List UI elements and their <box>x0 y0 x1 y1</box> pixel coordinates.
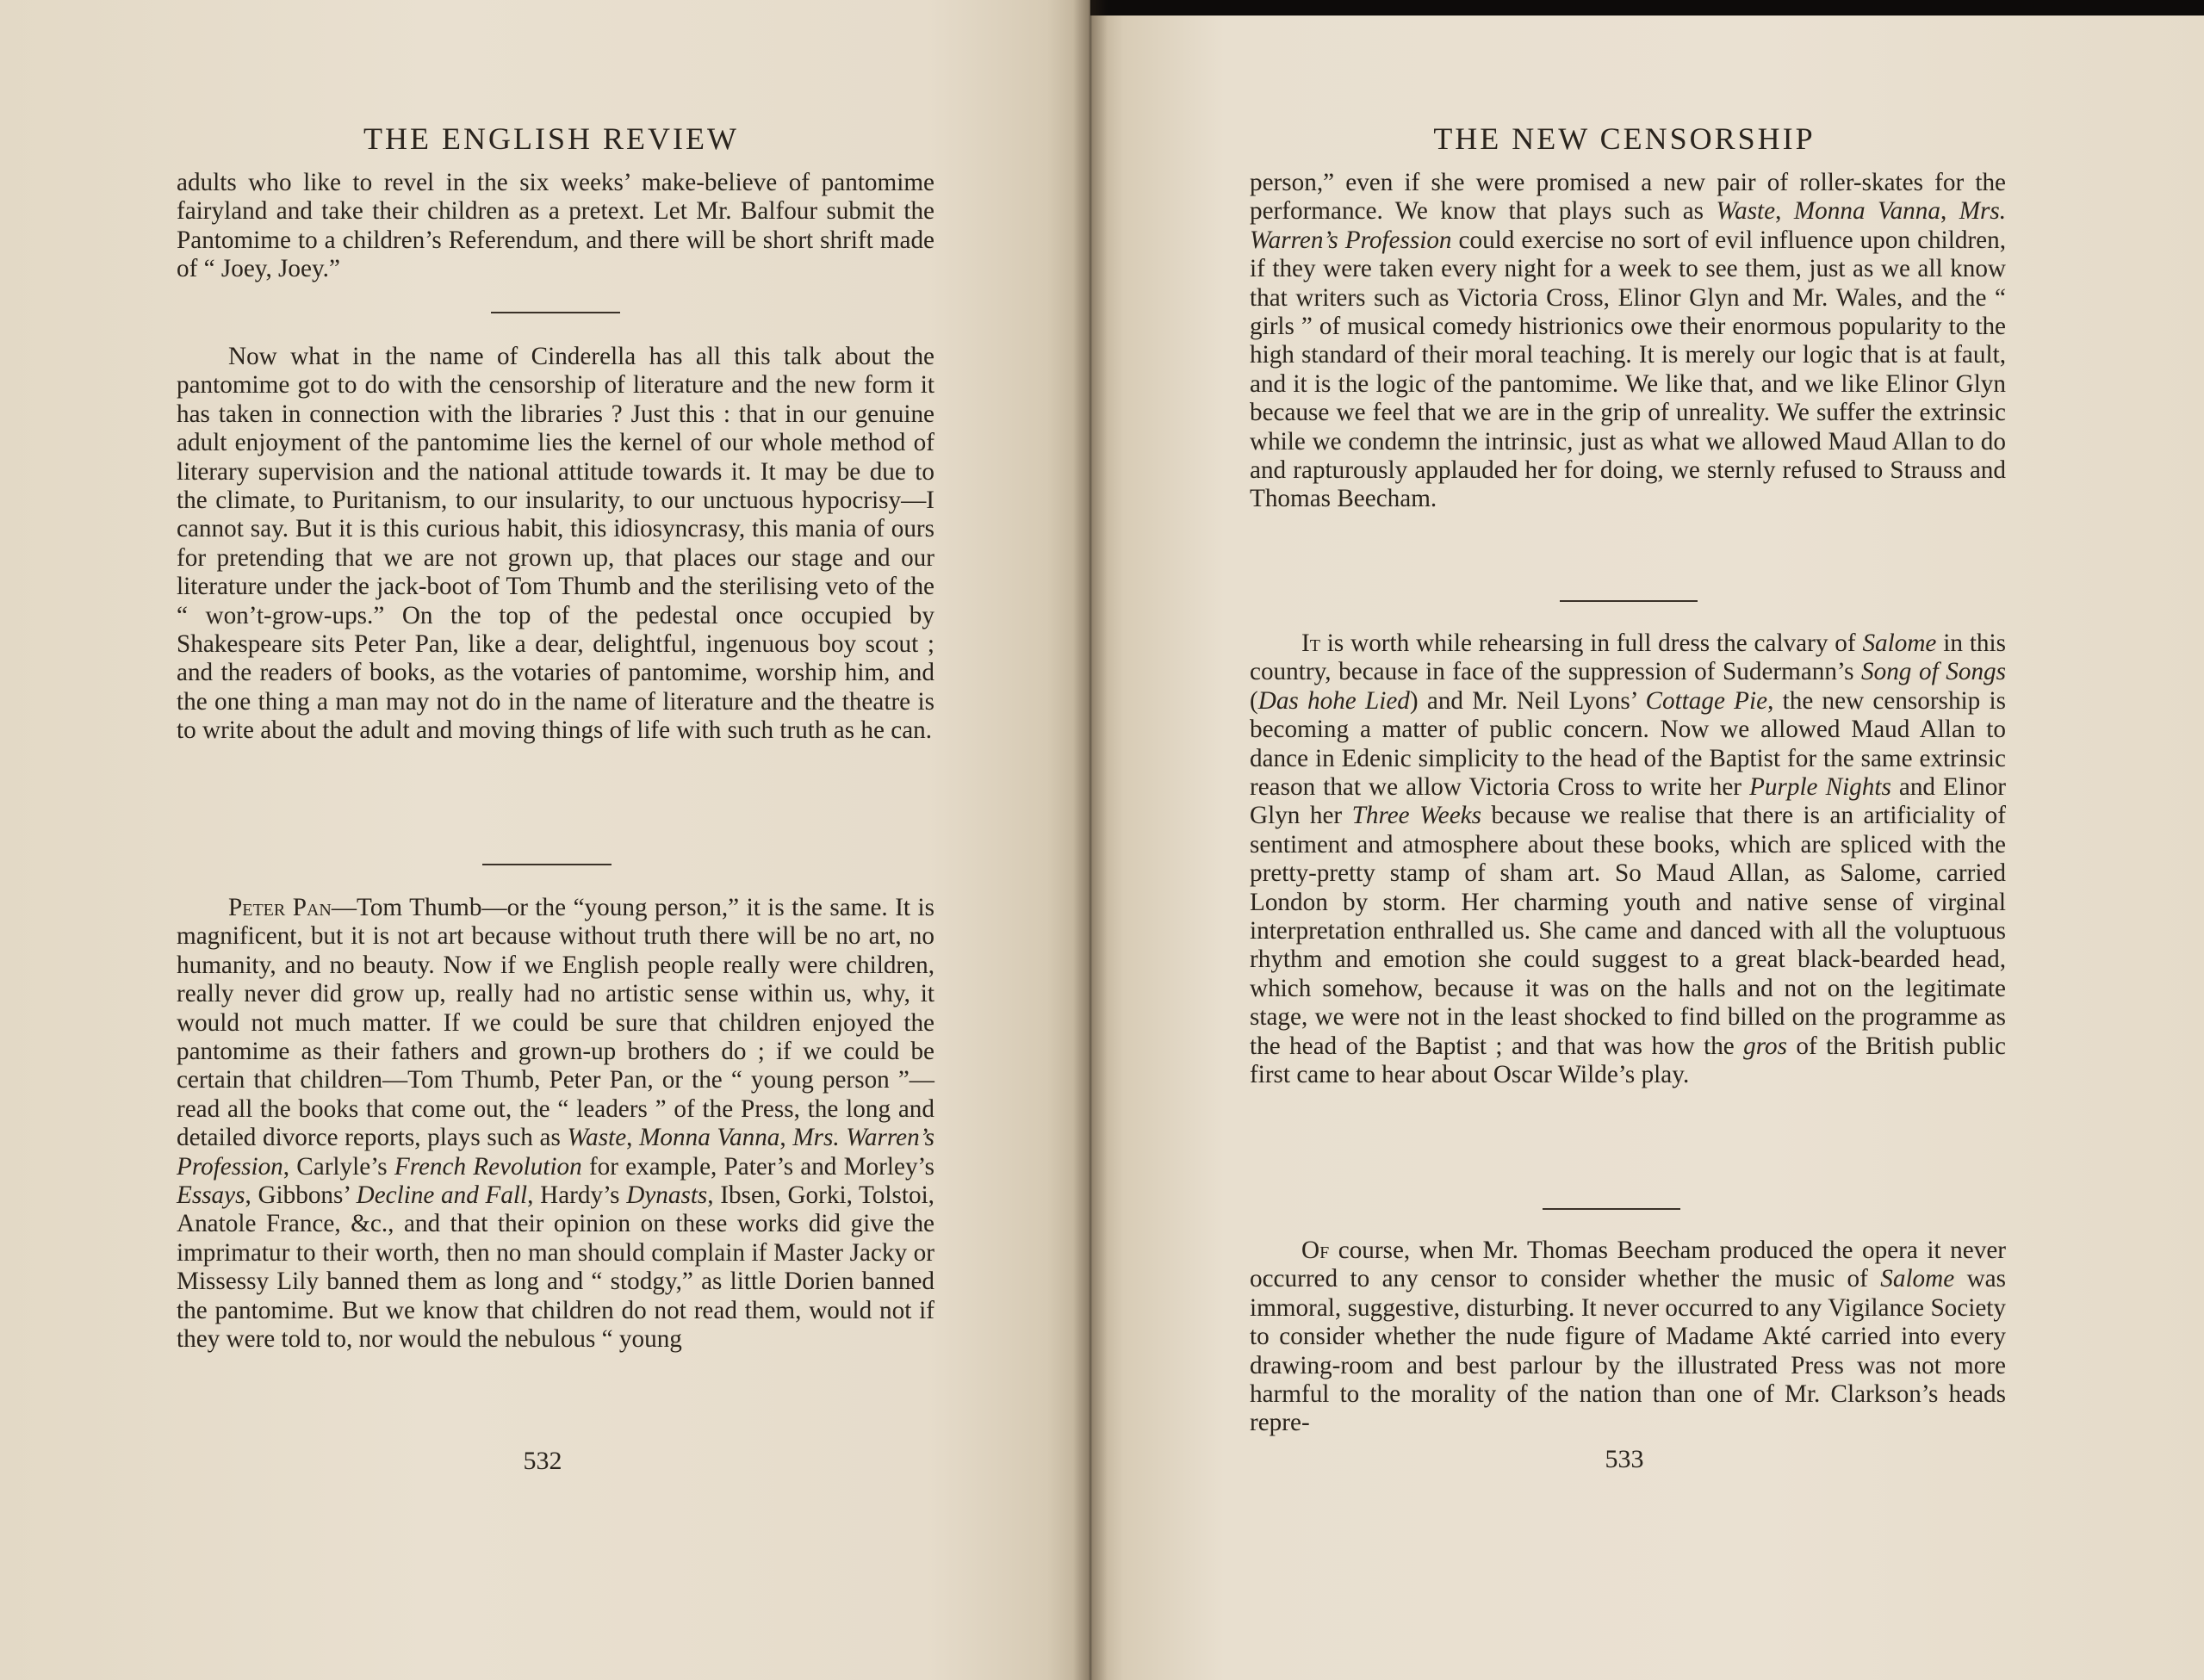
title-french-revolution: French Revolution <box>394 1152 582 1181</box>
left-paragraph-3-lead: Peter Pan <box>228 894 332 921</box>
left-running-head: THE ENGLISH REVIEW <box>363 121 739 156</box>
right-text-block-2 <box>1250 629 2006 1090</box>
right-paragraph-2 <box>1250 629 2006 1090</box>
left-p3-sep-2: , <box>779 1124 793 1152</box>
title-dynasts: Dynasts <box>626 1181 708 1210</box>
left-p3-text-d: , Gibbons’ <box>245 1181 357 1210</box>
right-p2-text-g: because we realise that there is an artificiality of sentiment and atmosphere about these books, which are spliced with the pretty-pretty stamp of sham art. So Maud Allan, as Salome, carried London by storm. Her charming youth and native sense of virginal interpretation enthralled us. She came and danced with all the voluptuous rhythm and emotion she could suggest to a great black-bearded head, which somehow, because it was on the halls and not on the legitimate stage, we were not in the least shocked to find billed on the programme as the head of the Baptist ; and that was how the <box>1250 802 2006 1060</box>
left-p3-text-c: for example, Pater’s and Morley’s <box>581 1152 934 1181</box>
right-page-top-edge <box>1090 0 2204 15</box>
right-section-divider-1 <box>1560 600 1698 602</box>
title-monna-vanna: Monna Vanna <box>639 1124 780 1152</box>
right-paragraph-1 <box>1250 169 2006 514</box>
left-text-block-2 <box>177 343 934 746</box>
title-song-of-songs: Song of Songs <box>1861 658 2007 686</box>
right-paragraph-3 <box>1250 1237 2006 1438</box>
right-p3-text-a: course, when Mr. Thomas Beecham produced the opera it never occurred to any censor to consider whether the music of <box>1250 1237 2006 1293</box>
left-paragraph-1: adults who like to revel in the six weeks’ make-believe of pantomime fairyland and take their children as a pretext. Let Mr. Balfour submit the Pantomime to a children’s Referendum, and there will be short shrift made of “ Joey, Joey.” <box>177 169 934 283</box>
right-text-block-3 <box>1250 1237 2006 1438</box>
title-salome: Salome <box>1862 629 1937 657</box>
right-p2-text-h: of the British public first came to hear about Oscar Wilde’s play. <box>1250 1032 2006 1089</box>
title-das-hohe-lied: Das hohe Lied <box>1257 686 1410 715</box>
left-paragraph-3 <box>177 894 934 1355</box>
left-section-divider-1 <box>491 312 620 313</box>
title-waste: Waste <box>1716 197 1776 226</box>
title-decline-and-fall: Decline and Fall <box>356 1181 528 1210</box>
right-p3-lead: Of <box>1301 1237 1330 1264</box>
left-paragraph-2: Now what in the name of Cinderella has all this talk about the pantomime got to do with the censorship of literature and the new form it has taken in connection with the libraries ? Just this : that in our genuine adult enjoyment of the pantomime lies the kernel of our whole method of literary supervision and the national attitude towards it. It may be due to the climate, to Puritanism, to our insularity, to our unctuous hypocrisy—I cannot say. But it is this curious habit, this idiosyncrasy, this mania of ours for pretending that we are not grown up, that places our stage and our literature under the jack-boot of Tom Thumb and the sterilising veto of the “ won’t-grow-ups.” On the top of the pedestal once occupied by Shakespeare sits Peter Pan, like a dear, delightful, ingenuous boy scout ; and the readers of books, as the votaries of pantomime, worship him, and the one thing a man may not do in the name of literature and the theatre is to write about the adult and moving things of life with such truth as he can. <box>177 343 934 745</box>
left-text-block-1 <box>177 169 934 284</box>
left-p3-sep-1: , <box>626 1124 640 1152</box>
title-salome: Salome <box>1880 1265 1955 1293</box>
left-p3-text-b: , Carlyle’s <box>282 1152 394 1181</box>
right-p2-lead: It <box>1301 629 1320 657</box>
right-p2-text-f: and Elinor Glyn her <box>1250 773 2007 830</box>
title-waste: Waste <box>567 1124 627 1152</box>
right-p1-text-a: person,” even if she were promised a new pair of roller-skates for the performance. We know that plays such as <box>1250 169 2006 226</box>
right-page <box>1090 15 2204 1680</box>
left-p3-text-a: —Tom Thumb—or the “young person,” it is the same. It is magnificent, but it is not art because without truth there will be no art, no humanity, and no beauty. Now if we English people really were children, really never did grow up, really had no artistic sense within us, why, it would not much matter. If we could be sure that children enjoyed the pantomime as their fathers and grown-up brothers do ; if we could be certain that children—Tom Thumb, Peter Pan, or the “ young person ”—read all the books that come out, the “ leaders ” of the Press, the long and detailed divorce reports, plays such as <box>177 894 935 1152</box>
right-p2-text-c: ( <box>1250 686 1258 715</box>
right-p2-text-d: ) and Mr. Neil Lyons’ <box>1409 686 1646 715</box>
left-page-number: 532 <box>523 1447 562 1475</box>
title-mrs-warrens-profession: Mrs. Warren’s Profession <box>177 1124 935 1181</box>
title-mrs-warrens-profession: Mrs. Warren’s Profession <box>1250 197 2007 254</box>
right-p3-text-b: was immoral, suggestive, disturbing. It never occurred to any Vigilance Society to consider whether the nude figure of Madame Akté carried into every drawing-room and best parlour by the illustrated Press was not more harmful to the morality of the nation than one of Mr. Clarkson’s heads repre- <box>1250 1265 2006 1437</box>
right-p2-text-e: , the new censorship is becoming a matter of public concern. Now we allowed Maud Allan to dance in Edenic simplicity to the head of the Baptist for the same extrinsic reason that we allow Victoria Cross to write her <box>1250 686 2006 802</box>
title-essays: Essays <box>177 1181 245 1210</box>
right-text-block-1 <box>1250 169 2006 514</box>
title-purple-nights: Purple Nights <box>1749 773 1891 802</box>
book-gutter <box>1073 0 1108 1680</box>
right-p1-sep-2: , <box>1940 197 1959 226</box>
right-p2-text-b: in this country, because in face of the suppression of Sudermann’s <box>1250 629 2006 686</box>
right-page-number: 533 <box>1605 1445 1644 1473</box>
right-p1-sep-1: , <box>1775 197 1794 226</box>
right-p2-text-a: is worth while rehearsing in full dress the calvary of <box>1319 629 1863 657</box>
left-p3-text-e: , Hardy’s <box>527 1181 627 1210</box>
right-running-head: THE NEW CENSORSHIP <box>1433 121 1816 156</box>
title-cottage-pie: Cottage Pie <box>1645 686 1768 715</box>
left-section-divider-2 <box>482 864 612 865</box>
left-p3-text-f: , Ibsen, Gorki, Tolstoi, Anatole France, &c., and that their opinion on these works did give the imprimatur to their worth, then no man should complain if Master Jacky or Missessy Lily banned them as long and “ stodgy,” as little Dorien banned the pantomime. But we know that children do not read them, would not if they were told to, nor would the nebulous “ young <box>177 1181 934 1354</box>
title-monna-vanna: Monna Vanna <box>1793 197 1940 226</box>
right-p1-text-b: could exercise no sort of evil influence upon children, if they were taken every night for a week to see them, just as we all know that writers such as Victoria Cross, Elinor Glyn and Mr. Wales, and the “ girls ” of musical comedy histrionics owe their enormous popularity to the high standard of their moral teaching. It is merely our logic that is at fault, and it is the logic of the pantomime. We like that, and we like Elinor Glyn because we feel that we are in the grip of unreality. We suffer the extrinsic while we condemn the intrinsic, just as what we allowed Maud Allan to do and rapturously applauded her for doing, we sternly refused to Strauss and Thomas Beecham. <box>1250 226 2006 513</box>
title-three-weeks: Three Weeks <box>1351 802 1481 830</box>
right-section-divider-2 <box>1543 1208 1680 1210</box>
word-gros: gros <box>1743 1032 1787 1060</box>
left-text-block-3 <box>177 894 934 1355</box>
left-page <box>0 0 1090 1680</box>
